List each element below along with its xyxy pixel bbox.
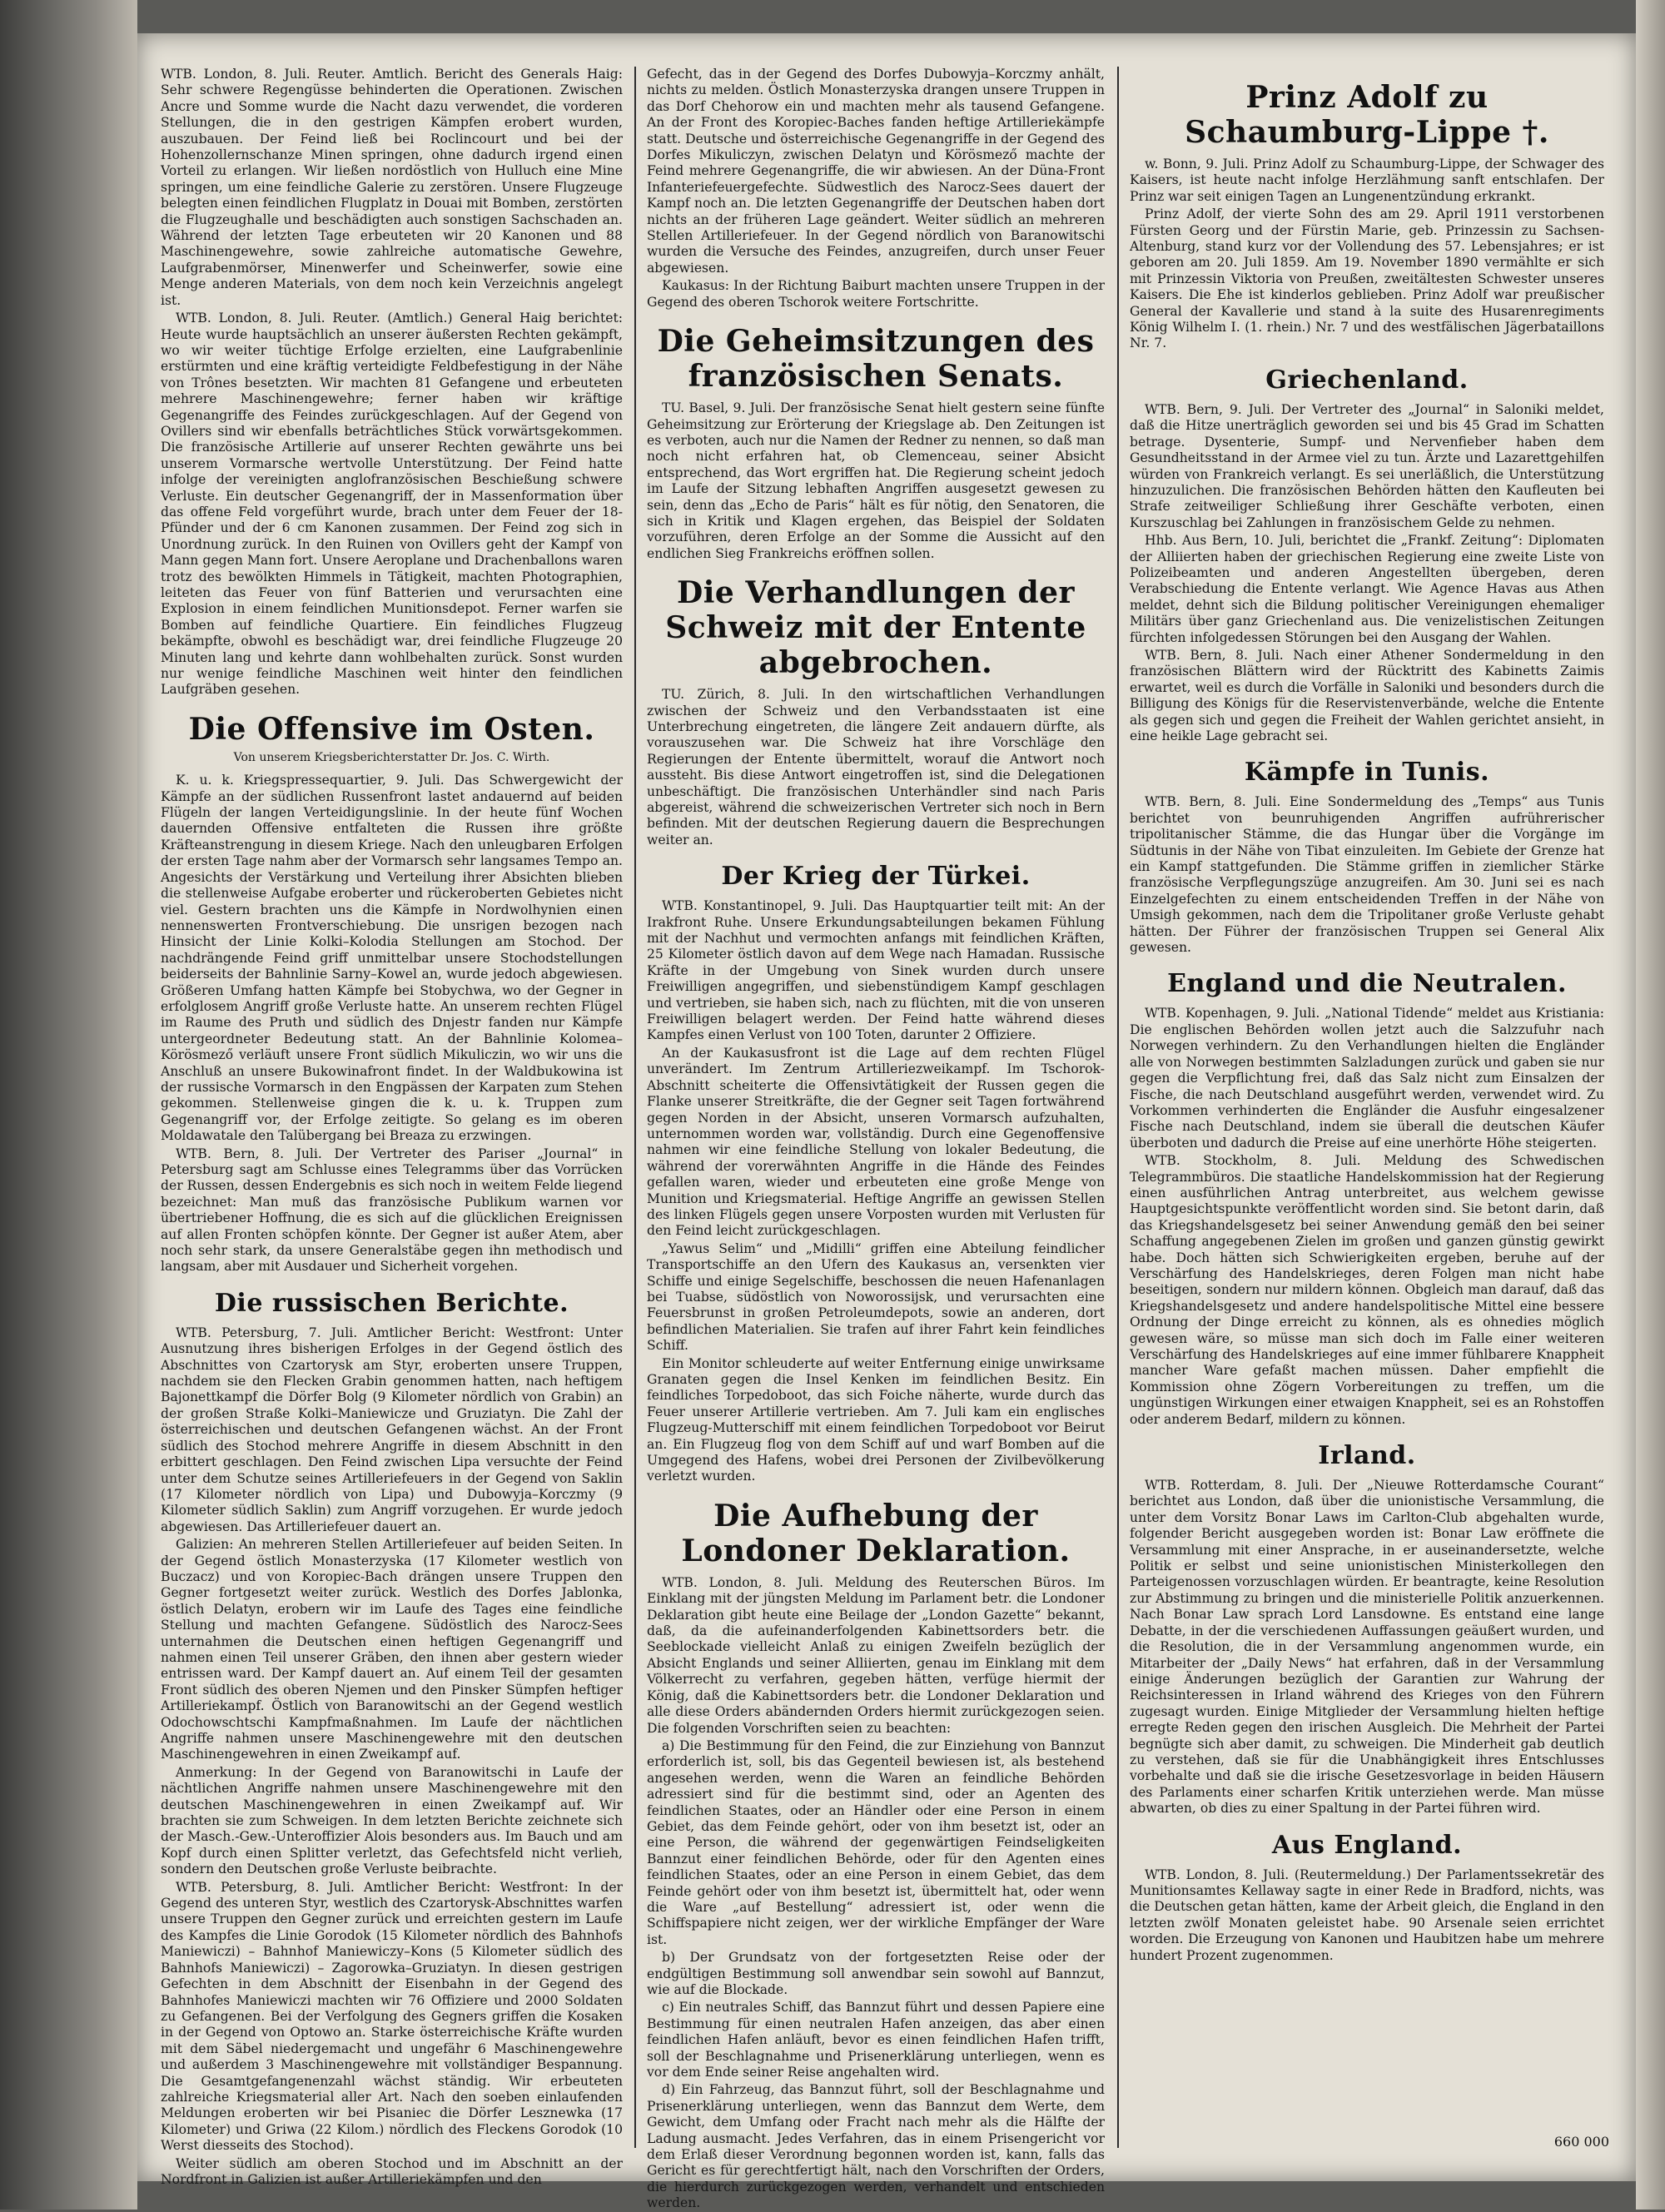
column-rule [1117,67,1119,2148]
article-paragraph: Weiter südlich am oberen Stochod und im Abschnitt an der Nordfront in Galizien ist außer Artilleriekämpfen und den [161,2155,623,2187]
newspaper-page [137,33,1636,2211]
article-paragraph: „Yawus Selim“ und „Midilli“ griffen eine Abteilung feindlicher Transportschiffe an den Ufern des Kaukasus an, versenkten vier Schiffe und einige Segelschiffe, beschossen die neuen Hafenanlagen bei Tuabse, südöstlich von Noworossijsk, und verursachten eine Feuersbrunst in großen Petroleumdepots, sowie an anderen, dort befindlichen Materialien. Sie trafen auf ihrer Fahrt kein feindliches Schiff. [647,1240,1105,1354]
article-paragraph: d) Ein Fahrzeug, das Bannzut führt, soll der Beschlagnahme und Prisenerklärung unterliegen, wenn das Bannzut dem Werte, dem Gewicht, dem Umfang oder Fracht nach mehr als die Hälfte der Ladung ausmacht. Jedes Verfahren, das in einem Prisengericht vor dem Erlaß dieser Verordnung begonnen worden ist, kann, falls das Gericht es für gerechtfertigt hält, nach den Vorschriften der Orders, die hierdurch zurückgezogen werden, verhandelt und entschieden werden. [647,2082,1105,2211]
article-paragraph: WTB. Petersburg, 7. Juli. Amtlicher Bericht: Westfront: Unter Ausnutzung ihres bisherigen Erfolges in der Gegend östlich des Abschnittes von Czartorysk am Styr, eroberten unsere Truppen, nachdem sie den Flecken Grabin genommen hatten, nach heftigem Bajonettkampf die Dörfer Bolg (9 Kilometer nördlich von Grabin) an der großen Straße Kolki–Maniewicze und Gruziatyn. Die Zahl der österreichischen und deutschen Gefangenen wächst. An der Front südlich des Stochod mehrere Angriffe in diesem Abschnitt in den erbittert geschlagen. Den Feind zwischen Lipa versuchte der Feind unter dem Schutze seines Artilleriefeuers in der Gegend von Saklin (17 Kilometer nördlich von Lipa) und Dubowyja–Korczmy (9 Kilometer südlich Saklin) zum Angriff vorzugehen. Er wurde jedoch abgewiesen. Das Artilleriefeuer dauert an. [161,1325,623,1534]
article-headline: England und die Neutralen. [1167,969,1567,999]
article-paragraph: WTB. London, 8. Juli. Meldung des Reuterschen Büros. Im Einklang mit der jüngsten Meldung im Parlament betr. die Londoner Deklaration gibt heute eine Beilage der „London Gazette“ bekannt, daß, da die aufeinanderfolgenden Kabinettsorders betr. die Seeblockade vielleicht Anlaß zu einigen Zweifeln bezüglich der Absicht Englands und seiner Alliierten, genau im Einklang mit dem Völkerrecht zu verfahren, gegeben hätten, verfüge hiermit der König, daß die Kabinettsorders betr. die Londoner Deklaration und alle diese Orders abändernden Orders hiermit zurückgezogen seien. Die folgenden Vorschriften seien zu beachten: [647,1574,1105,1736]
article-paragraph: Anmerkung: In der Gegend von Baranowitschi in Laufe der nächtlichen Angriffe nahmen unsere Maschinengewehre mit den deutschen Maschinengewehren in einen Zweikampf auf. Wir brachten sie zum Schweigen. In dem letzten Berichte zeichnete sich der Masch.-Gew.-Unteroffizier Alois besonders aus. Im Bauch und am Kopf durch einen Splitter verletzt, das Gefechtsfeld nicht verlieh, sondern den Deutschen große Verluste beibrachte. [161,1764,623,1877]
article-paragraph: WTB. London, 8. Juli. Reuter. Amtlich. Bericht des Generals Haig: Sehr schwere Regengüsse behinderten die Operationen. Zwischen Ancre und Somme wurde die Nacht dazu verwendet, die vorderen Stellungen, die in den gestrigen Kämpfen erobert wurden, auszubauen. Der Feind ließ bei Roclincourt und bei der Hohenzollernschanze Minen springen, ohne dadurch irgend einen Vorteil zu erlangen. Wir ließen nordöstlich von Hulluch eine Mine springen, um eine feindliche Galerie zu zerstören. Unsere Flugzeuge belegten einen feindlichen Flugplatz in Douai mit Bomben, zerstörten die Flugzeughalle und beschädigten auch sonstigen Sachschaden an. Während der letzten Tage erbeuteten wir 20 Kanonen und 88 Maschinengewehre, sowie zahlreiche automatische Gewehre, Laufgrabenmörser, Minenwerfer und Scheinwerfer, sowie eine Menge anderen Materials, von dem noch kein Verzeichnis angelegt ist. [161,67,623,308]
article-paragraph: WTB. Bern, 8. Juli. Eine Sondermeldung des „Temps“ aus Tunis berichtet von beunruhigenden Angriffen aufrührerischer tripolitanischer Stämme, die das Hungar über die Vorgänge im Südtunis in der Nähe von Tibat einzuleiten. Im Gebiete der Grenze hat ein Kampf stattgefunden. Die Stämme griffen in ziemlicher Stärke französische Verpflegungszüge anzugreifen. Am 30. Juni sei es nach Einzelgefechten zu einem entscheidenden Treffen in der Nähe von Umsigh gekommen, nach dem die Tripolitaner große Verluste gehabt hätten. Der Führer der französischen Truppen sei General Alix gewesen. [1130,794,1604,956]
article-headline: Aus England. [1271,1830,1463,1860]
article-paragraph: c) Ein neutrales Schiff, das Bannzut führt und dessen Papiere eine Bestimmung für einen neutralen Hafen anzeigen, das aber einen feindlichen Hafen anläuft, bevor es einen feindlichen Hafen trifft, soll der Beschlagnahme und Prisenerklärung unterliegen, wenn es vor dem Ende seiner Reise angehalten wird. [647,2000,1105,2080]
article-paragraph: WTB. London, 8. Juli. Reuter. (Amtlich.) General Haig berichtet: Heute wurde hauptsächlich an unserer äußersten Rechten gekämpft, wo wir weiter tüchtige Erfolge erzielten, eine Laufgrabenlinie erstürmten und eine kräftig verteidigte Feldbefestigung in der Nähe von Trônes besetzten. Wir machten 81 Gefangene und erbeuteten mehrere Maschinengewehre; ferner haben wir kräftige Gegenangriffe des Feindes zurückgeschlagen. Auf der Gegend von Ovillers sind wir ebenfalls beträchtliches Stück vorwärtsgekommen. Die französische Artillerie auf unserer Rechten gewährte uns bei unserem Vormarsche wertvolle Unterstützung. Der Feind hatte infolge der vereinigten anglofranzösischen Beschießung schwere Verluste. Ein deutscher Gegenangriff, der in Massenformation über das offene Feld vorgeführt wurde, brach unter dem Feuer der 18-Pfünder und der 6 cm Kanonen zusammen. Der Feind zog sich in Unordnung zurück. In den Ruinen von Ovillers geht der Kampf von Mann gegen Mann fort. Unsere Aeroplane und Drachenballons waren trotz des bewölkten Himmels in Tätigkeit, machten Photographien, leiteten das Feuer von fünf Batterien und verursachten eine Explosion in einem feindlichen Munitionsdepot. Ferner warfen sie Bomben auf feindliche Quartiere. Ein feindliches Flugzeug bekämpfte, obwohl es beschädigt war, drei feindliche Flugzeuge 20 Minuten lang und kehrte dann wohlbehalten zurück. Sonst wurden nur wenige feindliche Maschinen weit hinter den feindlichen Laufgräben gesehen. [161,311,623,698]
article-paragraph: Gefecht, das in der Gegend des Dorfes Dubowyja–Korczmy anhält, nichts zu melden. Östlich Monasterzyska drangen unsere Truppen in das Dorf Chehorow ein und machten mehr als tausend Gefangene. An der Front des Koropiec-Baches fanden heftige Artilleriekämpfe statt. Deutsche und österreichische Gegenangriffe in der Gegend des Dorfes Mikuliczyn, zwischen Delatyn und Körösmező machte der Feind mehrere Gegenangriffe, die wir abwiesen. An der Düna-Front Infanteriefeuergefechte. Südwestlich des Narocz-Sees dauert der Kampf noch an. Die letzten Gegenangriffe der Deutschen haben dort nichts an der früheren Lage geändert. Weiter südlich an mehreren Stellen Artilleriefeuer. In der Gegend nördlich von Baranowitschi wurden die Versuche des Feindes, anzugreifen, durch unser Feuer abgewiesen. [647,67,1105,276]
article-paragraph: TU. Zürich, 8. Juli. In den wirtschaftlichen Verhandlungen zwischen der Schweiz und den Verbandsstaaten ist eine Unterbrechung eingetreten, die längere Zeit andauern dürfte, als vorauszusehen war. Die Schweiz hat ihre Vorschläge den Regierungen der Entente übermittelt, worauf die Antwort noch aussteht. Bis diese Antwort eingetroffen ist, sind die Delegationen unbeschäftigt. Die französischen Unterhändler sind nach Paris abgereist, während die schweizerischen Vertreter sich noch in Bern befinden. Mit der deutschen Regierung dauern die Besprechungen weiter an. [647,687,1105,848]
article-paragraph: Kaukasus: In der Richtung Baiburt machten unsere Truppen in der Gegend des oberen Tschorok weitere Fortschritte. [647,278,1105,310]
column-right [1130,67,1604,2148]
book-binding [0,0,137,2210]
article-headline: Griechenland. [1265,365,1469,395]
article-paragraph: Galizien: An mehreren Stellen Artilleriefeuer auf beiden Seiten. In der Gegend östlich Monasterzyska (17 Kilometer westlich von Buczacz) und von Koropiec-Bach drängen unsere Truppen den Gegner fortgesetzt weiter zurück. Westlich des Dorfes Jablonka, östlich Delatyn, erobern wir im Laufe des Tages eine feindliche Stellung und machten Gefangene. Südöstlich des Narocz-Sees unternahmen die Deutschen einen heftigen Gegenangriff und nahmen einen Teil unserer Gräben, den ihnen aber gestern wieder entrissen ward. Der Kampf dauert an. Auf einem Teil der gesamten Front südlich des oberen Njemen und den Pinsker Sümpfen heftiger Artilleriekampf. Östlich von Baranowitschi an der Gegend westlich Odochowschtschi Kampfmaßnahmen. Im Laufe der nächtlichen Angriffe nahmen unsere Maschinengewehre mit den deutschen Maschinengewehren in einen Zweikampf auf. [161,1537,623,1762]
article-paragraph: WTB. Bern, 9. Juli. Der Vertreter des „Journal“ in Saloniki meldet, daß die Hitze unerträglich geworden sei und bis 45 Grad im Schatten betrage. Dysenterie, Sumpf- und Nervenfieber haben dem Gesundheitsstand in der Armee viel zu tun. Ärzte und Lazarettgehilfen würden von Frankreich verlangt. Es sei unerläßlich, die Unterstützung hinzuzulichen. Die französischen Behörden hätten den Kaufleuten bei Strafe zeitweiliger Schließung ihrer Geschäfte verboten, einen Kurszuschlag bei Zahlungen in französischem Gelde zu nehmen. [1130,401,1604,530]
article-paragraph: WTB. Bern, 8. Juli. Nach einer Athener Sondermeldung in den französischen Blättern wird der Rücktritt des Kabinetts Zaimis erwartet, weil es durch die Vorfälle in Saloniki und besonders durch die Billigung des Königs für die Reservistenverbände, welche die Entente als gegen sich und gegen die Freiheit der Wahlen gerichtet ansieht, in eine heikle Lage gebracht sei. [1130,647,1604,743]
article-paragraph: Prinz Adolf, der vierte Sohn des am 29. April 1911 verstorbenen Fürsten Georg und der Fürstin Marie, geb. Prinzessin zu Sachsen-Altenburg, stand kurz vor der Vollendung des 57. Lebensjahres; er ist geboren am 20. Juli 1859. Am 19. November 1890 vermählte er sich mit Prinzessin Viktoria von Preußen, zweitältesten Schwester unseres Kaisers. Die Ehe ist kinderlos geblieben. Prinz Adolf war preußischer General der Kavallerie und stand à la suite des Husarenregiments König Wilhelm I. (1. rhein.) Nr. 7 und des westfälischen Jägerbataillons Nr. 7. [1130,206,1604,351]
article-headline: Die Geheimsitzungen des französischen Senats. [657,324,1095,395]
article-headline: Prinz Adolf zu Schaumburg-Lippe †. [1185,80,1549,150]
article-headline: Die russischen Berichte. [214,1288,569,1318]
article-paragraph: WTB. Petersburg, 8. Juli. Amtlicher Bericht: Westfront: In der Gegend des unteren Styr, westlich des Czartorysk-Abschnittes warfen unsere Truppen den Gegner zurück und erreichten gestern im Laufe des Kampfes die Linie Gorodok (15 Kilometer nördlich des Bahnhofs Maniewiczi) – Bahnhof Maniewiczy–Kons (5 Kilometer südlich des Bahnhofs Maniewiczi) – Zagorowka–Gruziatyn. In diesen gestrigen Gefechten in dem Abschnitt der Eisenbahn in der Gegend des Bahnhofes Maniewiczi machten wir 76 Offiziere und 2000 Soldaten zu Gefangenen. Bei der Verfolgung des Gegners griffen die Kosaken in der Gegend von Optowo an. Starke österreichische Kräfte wurden mit dem Säbel niedergemacht und ungefähr 6 Maschinengewehre und außerdem 3 Maschinengewehre mit vollständiger Bespannung. Die Gesamtgefangenenzahl wächst ständig. Wir erbeuteten zahlreiche Kriegsmaterial aller Art. Nach den soeben einlaufenden Meldungen eroberten wir bei Pisaniec die Dörfer Lesznewka (17 Kilometer) und Griwa (22 Kilom.) nördlich des Fleckens Gorodok (10 Werst diesseits des Stochod). [161,1879,623,2154]
article-headline: Die Offensive im Osten. [188,711,595,747]
article-paragraph: a) Die Bestimmung für den Feind, die zur Einziehung von Bannzut erforderlich ist, soll, bis das Gegenteil bewiesen ist, als bestehend angesehen werden, wenn die Waren an feindliche Behörden adressiert sind für die bestimmt sind, oder an Agenten des feindlichen Staates, oder an Händler oder eine Person in einem Gebiet, das dem Feinde gehört, oder von ihm besetzt ist, oder an eine Person, die während der gegenwärtigen Feindseligkeiten Bannzut einer feindlichen Behörde, oder für den Agenten eines feindlichen Staates, oder an eine Person in einem Gebiet, das dem Feinde gehört oder von ihm besetzt ist, übermittelt hat, oder wenn die Ware „auf Bestellung“ adressiert ist, oder wenn die Schiffspapiere nicht zeigen, wer der wirkliche Empfänger der Ware ist. [647,1737,1105,1947]
article-headline: Irland. [1318,1441,1416,1471]
column-middle [647,67,1105,2211]
article-paragraph: WTB. Stockholm, 8. Juli. Meldung des Schwedischen Telegrammbüros. Die staatliche Handelskommission hat der Regierung einen ausführlichen Antrag unterbreitet, aus welchem gewisse Hauptgesichtspunkte veröffentlicht worden sind. Sie betont darin, daß das Kriegshandelsgesetz bei seiner Anwendung gemäß den bei seiner Schaffung angegebenen Zielen im großen und ganzen günstig gewirkt habe. Doch hätten sich Schwierigkeiten ergeben, beruhe auf der Verschärfung des Handelskrieges, deren Folgen man nicht habe beseitigen, sondern nur mildern können. Obgleich man darauf, daß das Kriegshandelsgesetz und andere handelspolitische Mittel eine bessere Ordnung der Dinge erreicht zu können, als es ohnedies möglich gewesen wäre, so müsse man sich doch im Falle einer weiteren Verschärfung des Handelskrieges auf eine immer fühlbarere Knappheit mancher Ware gefaßt machen müssen. Daher empfiehlt die Kommission ohne Zögern Vorbereitungen zu treffen, um die ungünstigen Wirkungen einer etwaigen Knappheit, sei es an Rohstoffen oder anderem Bedarf, mildern zu können. [1130,1153,1604,1427]
article-byline: Von unserem Kriegsberichterstatter Dr. Jos. C. Wirth. [233,750,550,764]
article-paragraph: WTB. Bern, 8. Juli. Der Vertreter des Pariser „Journal“ in Petersburg sagt am Schlusse eines Telegramms über das Vorrücken der Russen, dessen Endergebnis es sich noch in weitem Felde liegend bezeichnet: Man muß das französische Publikum warnen vor übertriebener Hoffnung, die es sich auf die glücklichen Ereignissen auf allen Fronten schöpfen könnte. Der Gegner ist außer Atem, aber noch sehr stark, da unsere Generalstäbe gegen ihn methodisch und langsam, aber mit Ausdauer und Sicherheit vorgehen. [161,1146,623,1275]
article-headline: Die Aufhebung der Londoner Deklaration. [681,1498,1071,1568]
column-rule [634,67,636,2148]
article-paragraph: WTB. London, 8. Juli. (Reutermeldung.) Der Parlamentssekretär des Munitionsamtes Kellaway sagte in einer Rede in Bradford, nichts, was die Deutschen getan hätten, kame der Arbeit gleich, die England in den letzten zwölf Monaten geleistet habe. 90 Arsenale seien errichtet worden. Die Erzeugung von Kanonen und Haubitzen habe um mehrere hundert Prozent zugenommen. [1130,1867,1604,1963]
article-paragraph: w. Bonn, 9. Juli. Prinz Adolf zu Schaumburg-Lippe, der Schwager des Kaisers, ist heute nacht infolge Herzlähmung sanft entschlafen. Der Prinz war seit einigen Tagen an Lungenentzündung erkrankt. [1130,157,1604,204]
print-run-count: 660 000 [1553,2134,1609,2150]
article-headline: Der Krieg der Türkei. [721,862,1031,892]
article-paragraph: K. u. k. Kriegspressequartier, 9. Juli. Das Schwergewicht der Kämpfe an der südlichen Russenfront lastet andauernd auf beiden Flügeln der langen Verteidigungslinie. In der heute fünf Wochen dauernden Offensive entfalteten die Russen ihre größte Kräfteanstrengung in diesem Kriege. Nach den unleugbaren Erfolgen der ersten Tage nahm aber der Vormarsch sehr langsames Tempo an. Angesichts der Verstärkung und Verteilung ihrer Absichten blieben die stellenweise Aufgabe eroberter und rückeroberten Gebietes nicht viel. Gestern brachten uns die Kämpfe in Nordwolhynien einen nennenswerten Frontverschiebung. Die unsrigen bezogen nach Hinsicht der Linie Kolki–Kolodia Stellungen am Stochod. Der nachdrängende Feind griff unmittelbar unsere Stochodstellungen beiderseits der Bahnlinie Sarny–Kowel an, wurde jedoch abgewiesen. Größeren Umfang hatten Kämpfe bei Stobychwa, wo der Gegner in erfolglosem Angriff große Verluste hatte. An unserem rechten Flügel im Raume des Pruth und südlich des Dnjestr fanden nur Kämpfe untergeordneter Bedeutung statt. An der Bahnlinie Kolomea–Körösmező verläuft unsere Front südlich Mikuliczin, wo wir uns die Anschluß an unsere Bukowinafront findet. In der Waldbukowina ist der russische Vormarsch in den Engpässen der Karpaten zum Stehen gekommen. Stellenweise gingen die k. u. k. Truppen zum Gegenangriff vor, der Erfolge zeitigte. So gelang es im oberen Moldawatale den Talübergang bei Breaza zu erzwingen. [161,773,623,1144]
page-edge [1636,0,1665,2210]
column-left [161,67,623,2187]
article-paragraph: WTB. Konstantinopel, 9. Juli. Das Hauptquartier teilt mit: An der Irakfront Ruhe. Unsere Erkundungsabteilungen bekamen Fühlung mit der Nachhut und vermochten anfangs mit feindlichen Kräften, 25 Kilometer östlich davon auf dem Wege nach Hamadan. Russische Kräfte in der Umgebung von Sinek wurden durch unsere Freiwilligen angegriffen, und siebenstündigem Kampf geschlagen und vertrieben, sie haben sich, nach zu flüchten, mit die von unseren Freiwilligen belagert werden. Der Feind hatte während dieses Kampfes einen Verlust von 100 Toten, darunter 2 Offiziere. [647,898,1105,1043]
article-headline: Die Verhandlungen der Schweiz mit der Entente abgebrochen. [665,575,1086,681]
article-paragraph: b) Der Grundsatz von der fortgesetzten Reise oder der endgültigen Bestimmung soll anwendbar sein sowohl auf Bannzut, wie auf die Blockade. [647,1950,1105,1997]
article-paragraph: WTB. Rotterdam, 8. Juli. Der „Nieuwe Rotterdamsche Courant“ berichtet aus London, daß über die unionistische Versammlung, die unter dem Vorsitz Bonar Laws im Carlton-Club abgehalten wurde, folgender Bericht ausgegeben worden ist: Bonar Law eröffnete die Versammlung mit einer Ansprache, in er auseinandersetzte, welche Politik er selbst und seine unionistischen Ministerkollegen den Parteigenossen vorzuschlagen würden. Er beantragte, keine Resolution zur Abstimmung zu bringen und die ministerielle Politik anzuerkennen. Nach Bonar Law sprach Lord Lansdowne. Es entstand eine lange Debatte, in der die verschiedenen Auffassungen geäußert wurden, und die Resolution, die in der Versammlung angenommen wurde, ein Mitarbeiter der „Daily News“ hat erfahren, daß in der Versammlung einige Änderungen bezüglich der Garantien zur Wahrung der Reichsinteressen in Irland während des Krieges von den Führern zugesagt wurden. Einige Mitglieder der Versammlung hielten heftige erregte Reden gegen den irischen Ausgleich. Die Mehrheit der Partei begnügte sich aber damit, zu schweigen. Die Minderheit gab deutlich zu verstehen, daß sie für die Unabhängigkeit ihres Entschlusses vorbehalte und daß sie die irische Gesetzesvorlage in beiden Häusern des Parlaments einer scharfen Kritik unterziehen werde. Man müsse abwarten, ob dies zu einer Spaltung in der Partei führen wird. [1130,1478,1604,1817]
article-paragraph: Ein Monitor schleuderte auf weiter Entfernung einige unwirksame Granaten gegen die Insel Kenken im feindlichen Besitz. Ein feindliches Torpedoboot, das sich Foiche näherte, wurde durch das Feuer unserer Artillerie vertrieben. Am 7. Juli kam ein englisches Flugzeug-Mutterschiff mit einem feindlichen Torpedoboot vor Beirut an. Ein Flugzeug flog von dem Schiff auf und warf Bomben auf die Umgegend des Hafens, wobei drei Personen der Zivilbevölkerung verletzt wurden. [647,1355,1105,1484]
article-paragraph: Hhb. Aus Bern, 10. Juli, berichtet die „Frankf. Zeitung“: Diplomaten der Alliierten haben der griechischen Regierung eine zweite Liste von Polizeibeamten und anderen Angestellten übergeben, deren Verabschiedung die Entente verlangt. Wie Agence Havas aus Athen meldet, dehnt sich die Bildung politischer Vereinigungen ehemaliger Militärs über ganz Griechenland aus. Die venizelistischen Zeitungen fürchten infolgedessen Störungen bei den Ausgang der Wahlen. [1130,533,1604,645]
article-paragraph: An der Kaukasusfront ist die Lage auf dem rechten Flügel unverändert. Im Zentrum Artilleriezweikampf. Im Tschorok-Abschnitt scheiterte die Offensivtätigkeit der Russen gegen die Flanke unserer Streitkräfte, die der Gegner seit Tagen fortwährend gegen Norden in der Absicht, unseren Vormarsch aufzuhalten, unternommen worden war, vollständig. Durch eine Gegenoffensive nahmen wir eine feindliche Stellung von lokaler Bedeutung, die während der vorerwähnten Angriffe in die Hände des Feindes gefallen waren, wieder und erbeuteten eine große Menge von Munition und Kriegsmaterial. Heftige Angriffe an gewissen Stellen des linken Flügels gegen unsere Vorposten wurden mit Verlusten für den Feind leicht zurückgeschlagen. [647,1045,1105,1239]
article-paragraph: WTB. Kopenhagen, 9. Juli. „National Tidende“ meldet aus Kristiania: Die englischen Behörden wollen jetzt auch die Salzzufuhr nach Norwegen verhindern. Zu den Verhandlungen hielten die Engländer alle von Norwegen bestimmten Salzladungen zurück und gaben sie nur gegen die Verpflichtung frei, daß das Salz nicht zum Einsalzen der Fische, die nach Deutschland ausgeführt werden, verwendet wird. Zu Vorkommen verhinderten die Engländer die Ausfuhr eingesalzener Fische nach Deutschland, indem sie überall die deutschen Käufer überboten und dadurch die Preise auf eine unerhörte Höhe steigerten. [1130,1006,1604,1151]
article-paragraph: TU. Basel, 9. Juli. Der französische Senat hielt gestern seine fünfte Geheimsitzung zur Erörterung der Kriegslage ab. Den Zeitungen ist es verboten, auch nur die Namen der Redner zu nennen, so daß man noch nicht erfahren hat, ob Clemenceau, seiner Absicht entsprechend, das Wort ergriffen hat. Die Regierung scheint jedoch im Laufe der Sitzung lebhaften Angriffen ausgesetzt gewesen zu sein, denn das „Echo de Paris“ hält es für nötig, den Senatoren, die sich in Kritik und Klagen ergehen, das Beispiel der Soldaten vorzuführen, deren Erfolge an der Somme die Aussicht auf den endlichen Sieg Frankreichs eröffnen sollen. [647,400,1105,561]
article-headline: Kämpfe in Tunis. [1244,758,1490,788]
